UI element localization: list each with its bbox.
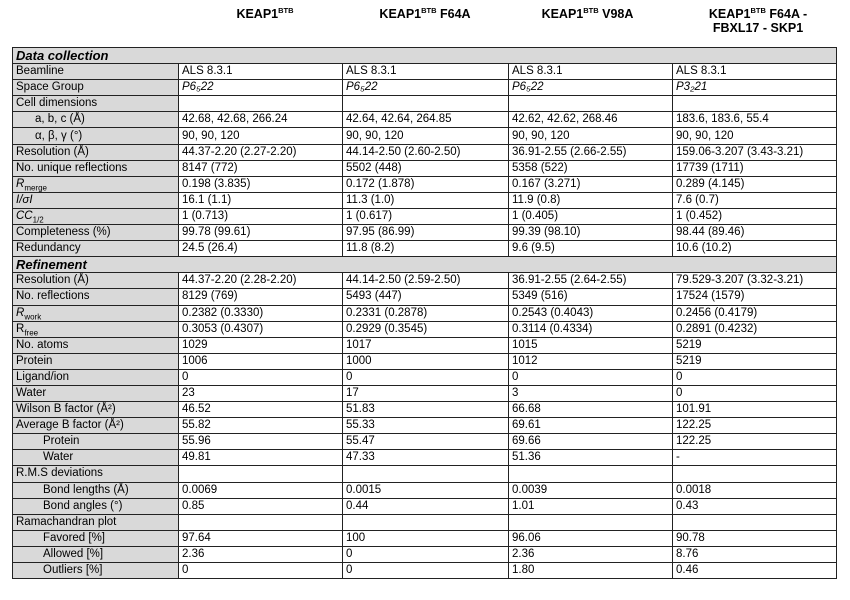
cell-value: 100 [343,530,509,546]
cell-value: 122.25 [673,418,837,434]
cell-value: 0 [509,369,673,385]
table-row-favored [13,530,837,546]
cell-value: 11.8 (8.2) [343,241,509,257]
cell-value: 0.3114 (0.4334) [509,321,673,337]
row-label-subscript: free [24,327,39,337]
cell-value [509,514,673,530]
cell-value: 0.172 (1.878) [343,176,509,192]
cell-value: 1 (0.405) [509,208,673,224]
column-header-keap1-complex: $KEAP1^{BTB}$ F64A - FBXL17 - SKP1 [708,6,808,36]
cell-value: 17739 (1711) [673,160,837,176]
cell-value [673,466,837,482]
table-row-ref-resolution [13,273,837,289]
table-row-angles [13,128,837,144]
cell-value [343,96,509,112]
cell-value: 23 [179,385,343,401]
row-label [13,80,179,96]
cell-value: 47.33 [343,450,509,466]
cell-value: 0 [673,385,837,401]
cell-value: 183.6, 183.6, 55.4 [673,112,837,128]
cell-value: ALS 8.3.1 [673,64,837,80]
cell-value: 44.37-2.20 (2.27-2.20) [179,144,343,160]
cell-value: 90.78 [673,530,837,546]
row-label-text: R.M.S deviations [16,467,103,480]
row-label [13,418,179,434]
cell-value: ALS 8.3.1 [509,64,673,80]
row-label [13,466,179,482]
table-row-rwork [13,305,837,321]
cell-value [179,96,343,112]
cell-value: 10.6 (10.2) [673,241,837,257]
cell-value: 0.3053 (0.4307) [179,321,343,337]
cell-value [343,466,509,482]
cell-value: 17 [343,385,509,401]
cell-value: 0.43 [673,498,837,514]
row-label [13,450,179,466]
row-label-text: Redundancy [16,242,81,255]
table-row-allowed [13,546,837,562]
row-label [13,112,179,128]
table-row-abc [13,112,837,128]
table-row-completeness [13,225,837,241]
cell-value: 0.0069 [179,482,343,498]
table-row-isigma [13,192,837,208]
cell-value: 46.52 [179,402,343,418]
cell-value: 49.81 [179,450,343,466]
cell-value: 69.61 [509,418,673,434]
table-row-rms [13,466,837,482]
cell-value: 2.36 [179,546,343,562]
row-label-text: Favored [%] [43,531,105,544]
cell-value: 5493 (447) [343,289,509,305]
row-label [13,563,179,579]
cell-value: 0 [343,563,509,579]
cell-value [673,96,837,112]
cell-value: 99.39 (98.10) [509,225,673,241]
section-header-data-collection [13,48,837,64]
cell-value [343,514,509,530]
row-label-text: No. reflections [16,290,90,303]
cell-value: 0.2456 (0.4179) [673,305,837,321]
cell-value: 5349 (516) [509,289,673,305]
cell-value: 0.167 (3.271) [509,176,673,192]
row-label-text: Resolution (Å) [16,274,89,287]
table-row-outliers [13,563,837,579]
row-label [13,208,179,224]
cell-value: 0 [179,369,343,385]
cell-value: P6₅22 [179,80,343,96]
cell-value: 1000 [343,353,509,369]
row-label-text: Ramachandran plot [16,515,117,528]
table-row-unique-reflections [13,160,837,176]
cell-value: 8147 (772) [179,160,343,176]
row-label [13,385,179,401]
row-label-text: Outliers [%] [43,564,103,577]
table-row-bond-angles [13,498,837,514]
cell-value: - [673,450,837,466]
cell-value: 99.78 (99.61) [179,225,343,241]
table-row-avg-b-protein [13,434,837,450]
cell-value: 122.25 [673,434,837,450]
cell-value: 1.80 [509,563,673,579]
cell-value: 17524 (1579) [673,289,837,305]
table-row-bond-lengths [13,482,837,498]
row-label-text: Completeness (%) [16,226,111,239]
crystallography-table [12,47,837,579]
cell-value: 11.9 (0.8) [509,192,673,208]
cell-value: 36.91-2.55 (2.64-2.55) [509,273,673,289]
cell-value: 1 (0.617) [343,208,509,224]
row-label-text: Average B factor (Å²) [16,419,124,432]
cell-value: P3₂21 [673,80,837,96]
cell-value [179,514,343,530]
row-label [13,498,179,514]
row-label-text: No. atoms [16,338,69,351]
cell-value: 8.76 [673,546,837,562]
row-label [13,369,179,385]
cell-value: 55.47 [343,434,509,450]
row-label [13,514,179,530]
table-row-cell-dimensions [13,96,837,112]
cell-value: 55.96 [179,434,343,450]
cell-value: 44.37-2.20 (2.28-2.20) [179,273,343,289]
cell-value: 5358 (522) [509,160,673,176]
cell-value: 0 [673,369,837,385]
row-label-text: Cell dimensions [16,97,98,110]
section-title: Refinement [13,257,837,273]
row-label-text: Ligand/ion [16,370,70,383]
cell-value: 0.198 (3.835) [179,176,343,192]
cell-value: 0 [343,546,509,562]
column-header-keap1-btb: $KEAP1^{BTB}$ [236,6,294,22]
cell-value: 0.44 [343,498,509,514]
row-label [13,64,179,80]
cell-value: 8129 (769) [179,289,343,305]
cell-value: 1029 [179,337,343,353]
cell-value: 36.91-2.55 (2.66-2.55) [509,144,673,160]
row-label [13,434,179,450]
table-row-space-group [13,80,837,96]
row-label-text: Protein [16,354,53,367]
cell-value [509,96,673,112]
table-row-rmerge [13,176,837,192]
cell-value: ALS 8.3.1 [343,64,509,80]
row-label-text: Water [16,387,47,400]
table-row-redundancy [13,241,837,257]
cell-value: 5219 [673,337,837,353]
table-row-wilson [13,402,837,418]
cell-value: 0.2929 (0.3545) [343,321,509,337]
cell-value: 42.62, 42.62, 268.46 [509,112,673,128]
row-label [13,160,179,176]
cell-value [509,466,673,482]
row-label [13,128,179,144]
cell-value: 97.64 [179,530,343,546]
row-label [13,241,179,257]
table-row-rfree [13,321,837,337]
cell-value: 1.01 [509,498,673,514]
cell-value: 79.529-3.207 (3.32-3.21) [673,273,837,289]
cell-value: 0.85 [179,498,343,514]
row-label-main: CC [16,209,33,222]
table-row-protein [13,353,837,369]
cell-value: 24.5 (26.4) [179,241,343,257]
row-label-main: R [16,177,25,190]
cell-value: 90, 90, 120 [179,128,343,144]
table-body [13,48,837,579]
cell-value: 0.2543 (0.4043) [509,305,673,321]
cell-value: 51.83 [343,402,509,418]
row-label-main: R [16,306,25,319]
table-row-resolution [13,144,837,160]
row-label-text: No. unique reflections [16,161,128,174]
cell-value: 1 (0.452) [673,208,837,224]
row-label-subscript: merge [24,183,47,193]
row-label-text: Allowed [%] [43,547,104,560]
row-label-text: I/σI [16,193,33,206]
cell-value: 1 (0.713) [179,208,343,224]
cell-value: 96.06 [509,530,673,546]
cell-value: 9.6 (9.5) [509,241,673,257]
cell-value: 3 [509,385,673,401]
cell-value: 1017 [343,337,509,353]
cell-value: 0.2891 (0.4232) [673,321,837,337]
cell-value: 2.36 [509,546,673,562]
cell-value: 0.2382 (0.3330) [179,305,343,321]
cell-value: ALS 8.3.1 [179,64,343,80]
column-header-keap1-v98a: $KEAP1^{BTB}$ V98A [541,6,634,22]
row-label-text: Bond angles (°) [43,499,123,512]
row-label [13,289,179,305]
cell-value: 0.0015 [343,482,509,498]
row-label [13,337,179,353]
cell-value: 0.289 (4.145) [673,176,837,192]
cell-value: 7.6 (0.7) [673,192,837,208]
row-label-text: Bond lengths (Å) [43,483,129,496]
table-row-ligand [13,369,837,385]
table-row-beamline [13,64,837,80]
section-title: Data collection [13,48,837,64]
cell-value: 44.14-2.50 (2.59-2.50) [343,273,509,289]
row-label-main: R [16,322,25,335]
row-label-text: Protein [43,435,80,448]
table-row-avg-b-water [13,450,837,466]
table-row-cc12 [13,208,837,224]
cell-value: 51.36 [509,450,673,466]
cell-value: 0.2331 (0.2878) [343,305,509,321]
cell-value: 98.44 (89.46) [673,225,837,241]
row-label [13,144,179,160]
cell-value: 5502 (448) [343,160,509,176]
row-label [13,321,179,337]
cell-value: 97.95 (86.99) [343,225,509,241]
row-label [13,225,179,241]
cell-value [179,466,343,482]
row-label [13,305,179,321]
row-label-text: Wilson B factor (Å²) [16,403,116,416]
row-label [13,96,179,112]
row-label-text: Water [43,451,74,464]
row-label-subscript: work [24,311,42,321]
row-label [13,353,179,369]
row-label-text: Beamline [16,65,64,78]
cell-value: 0.0039 [509,482,673,498]
table-row-water [13,385,837,401]
cell-value: 11.3 (1.0) [343,192,509,208]
table-row-avg-b [13,418,837,434]
row-label [13,273,179,289]
cell-value: P6₅22 [343,80,509,96]
row-label [13,530,179,546]
row-label-text: α, β, γ (°) [35,129,83,142]
column-header-keap1-f64a: $KEAP1^{BTB}$ F64A [379,6,471,22]
cell-value: 55.82 [179,418,343,434]
cell-value: 69.66 [509,434,673,450]
row-label-text: Resolution (Å) [16,145,89,158]
cell-value: 1015 [509,337,673,353]
table-header [0,0,850,44]
cell-value: 90, 90, 120 [509,128,673,144]
cell-value: 16.1 (1.1) [179,192,343,208]
cell-value: 101.91 [673,402,837,418]
row-label [13,482,179,498]
cell-value: 42.68, 42.68, 266.24 [179,112,343,128]
cell-value: 66.68 [509,402,673,418]
cell-value: 90, 90, 120 [343,128,509,144]
cell-value: 0 [343,369,509,385]
cell-value: 0 [179,563,343,579]
row-label-text: a, b, c (Å) [35,113,85,126]
cell-value: 1006 [179,353,343,369]
cell-value: 44.14-2.50 (2.60-2.50) [343,144,509,160]
cell-value: 0.0018 [673,482,837,498]
row-label [13,192,179,208]
cell-value: 90, 90, 120 [673,128,837,144]
cell-value: 5219 [673,353,837,369]
table-row-no-reflections [13,289,837,305]
cell-value [673,514,837,530]
cell-value: 42.64, 42.64, 264.85 [343,112,509,128]
section-header-refinement [13,257,837,273]
cell-value: 1012 [509,353,673,369]
row-label [13,176,179,192]
row-label [13,402,179,418]
cell-value: 0.46 [673,563,837,579]
row-label-subscript: 1/2 [32,215,44,225]
row-label [13,546,179,562]
cell-value: P6₅22 [509,80,673,96]
table-row-rama [13,514,837,530]
cell-value: 55.33 [343,418,509,434]
table-row-no-atoms [13,337,837,353]
row-label-text: Space Group [16,81,84,94]
cell-value: 159.06-3.207 (3.43-3.21) [673,144,837,160]
